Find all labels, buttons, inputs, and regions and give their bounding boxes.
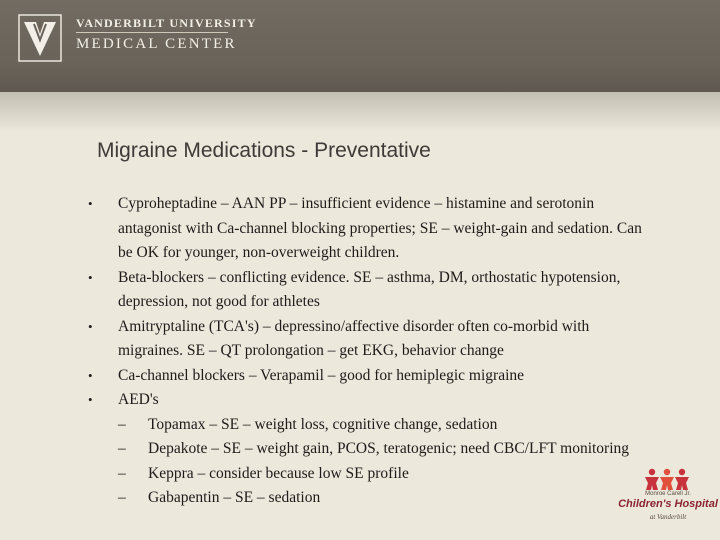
sub-bullet-item (118, 462, 648, 487)
dash-marker: – (118, 415, 126, 433)
sub-bullet-item (118, 413, 648, 438)
childrens-logo-small-text: Monroe Carell Jr. (645, 491, 691, 497)
slide-title: Migraine Medications - Preventative (97, 139, 431, 162)
dash-marker: – (118, 440, 126, 457)
bullet-item (88, 192, 648, 266)
sub-bullet-item (118, 437, 648, 462)
sub-bullet-list (118, 413, 648, 511)
bullet-text: AED's (118, 391, 159, 408)
sub-bullet-text: Gabapentin – SE – sedation (148, 489, 321, 506)
childrens-hospital-logo (618, 468, 718, 532)
medical-center-name: MEDICAL CENTER (76, 36, 237, 52)
logo-divider (76, 32, 228, 33)
childrens-logo-main-text: Children's Hospital (618, 498, 718, 510)
dash-marker: – (118, 489, 126, 506)
header-shadow (0, 92, 720, 132)
bullet-list (88, 192, 648, 511)
bullet-marker: • (88, 392, 93, 407)
bullet-marker: • (88, 367, 93, 383)
bullet-item (88, 315, 648, 364)
bullet-text: Cyproheptadine – AAN PP – insufficient evidence – histamine and serotonin antagonist with Ca-channel blocking properties; SE – weight-gain and sedation. Can be OK for younger, non-overweight children. (118, 195, 642, 261)
bullet-text: Beta-blockers – conflicting evidence. SE – asthma, DM, orthostatic hypotension, depression, not good for athletes (118, 268, 621, 310)
sub-bullet-text: Topamax – SE – weight loss, cognitive change, sedation (148, 415, 498, 433)
children-figures-icon (642, 468, 692, 490)
childrens-logo-sub-text: at Vanderbilt (649, 513, 687, 521)
vanderbilt-v-logo-icon (18, 14, 62, 62)
bullet-text: Ca-channel blockers – Verapamil – good for hemiplegic migraine (118, 366, 525, 384)
bullet-item (88, 388, 648, 511)
university-name: VANDERBILT UNIVERSITY (76, 16, 257, 30)
slide-body (88, 192, 648, 511)
dash-marker: – (118, 464, 126, 482)
bullet-marker: • (88, 318, 93, 334)
sub-bullet-text: Depakote – SE – weight gain, PCOS, teratogenic; need CBC/LFT monitoring (148, 440, 630, 457)
sub-bullet-item (118, 486, 648, 511)
bullet-marker: • (88, 196, 93, 211)
bullet-item (88, 364, 648, 389)
header-banner (0, 0, 720, 92)
bullet-item (88, 266, 648, 315)
bullet-text: Amitryptaline (TCA's) – depressino/affective disorder often co-morbid with migraines. SE – QT prolongation – get EKG, behavior change (118, 317, 590, 359)
sub-bullet-text: Keppra – consider because low SE profile (148, 464, 409, 482)
bullet-marker: • (88, 269, 93, 285)
